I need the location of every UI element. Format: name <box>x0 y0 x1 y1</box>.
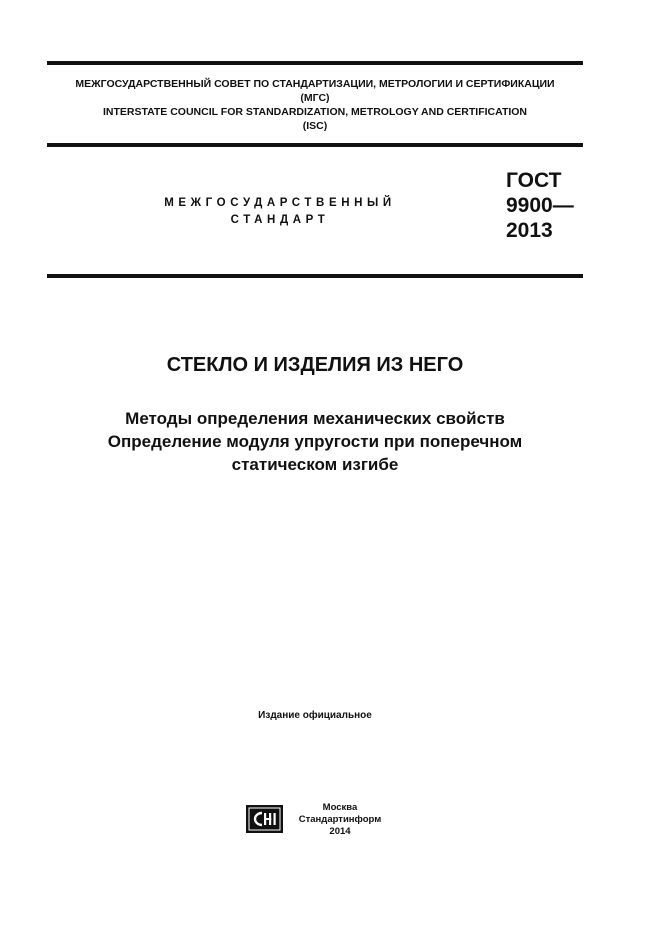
standartinform-logo-icon <box>246 805 283 833</box>
publisher-name: Стандартинформ <box>298 814 382 825</box>
publisher-city: Москва <box>322 802 358 813</box>
council-abbr-en: (ISC) <box>302 120 328 132</box>
designation-prefix: ГОСТ <box>506 169 562 192</box>
publisher-block <box>290 802 390 838</box>
designation-number: 9900— <box>506 194 574 217</box>
standard-kind-line1: МЕЖГОСУДАРСТВЕННЫЙ <box>164 197 396 209</box>
edition-label: Издание официальное <box>258 710 372 721</box>
council-abbr-ru: (МГС) <box>300 92 330 104</box>
subtitle-line2: Определение модуля упругости при поперечном <box>107 432 523 451</box>
council-name-en: INTERSTATE COUNCIL FOR STANDARDIZATION, METROLOGY AND CERTIFICATION <box>102 106 528 118</box>
top-rule <box>47 61 583 65</box>
standard-kind-line2: СТАНДАРТ <box>230 214 330 226</box>
middle-rule <box>47 143 583 147</box>
page-title: СТЕКЛО И ИЗДЕЛИЯ ИЗ НЕГО <box>166 354 464 376</box>
subtitle-line3: статическом изгибе <box>231 455 399 474</box>
page-subtitle <box>47 407 583 476</box>
standard-designation <box>506 168 574 243</box>
council-header <box>47 77 583 133</box>
bottom-rule <box>47 274 583 278</box>
publisher-year: 2014 <box>329 826 351 837</box>
council-name-ru: МЕЖГОСУДАРСТВЕННЫЙ СОВЕТ ПО СТАНДАРТИЗАЦИИ, МЕТРОЛОГИИ И СЕРТИФИКАЦИИ <box>75 78 555 90</box>
designation-year: 2013 <box>506 219 553 242</box>
standard-kind <box>100 195 460 229</box>
subtitle-line1: Методы определения механических свойств <box>125 409 505 428</box>
